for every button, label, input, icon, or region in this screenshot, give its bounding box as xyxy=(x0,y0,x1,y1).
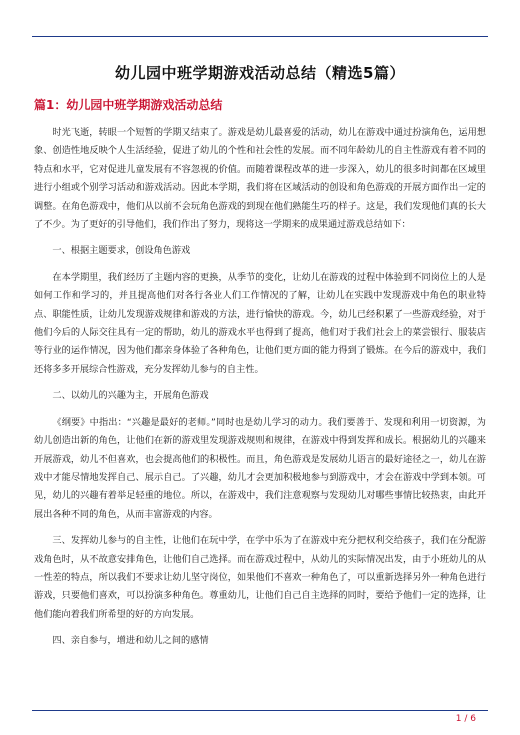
subheading-1: 一、根据主题要求，创设角色游戏 xyxy=(52,245,191,257)
subheading-2: 二、以幼儿的兴趣为主，开展角色游戏 xyxy=(52,390,209,402)
paragraph-intro: 时光飞逝，转眼一个短暂的学期又结束了。游戏是幼儿最喜爱的活动，幼儿在游戏中通过扮演角色，运用想象、创造性地反映个人生活经验，促进了幼儿的个性和社会性的发展。而不同年龄幼儿的自主性游戏有着不同的特点和水平，它对促进儿童发展有不容忽视的价值。而随着课程改革的进一步深入，幼儿的很多时间都在区域里进行小组或个别学习活动和游戏活动。因此本学期，我们将在区域活动的创设和角色游戏的开展方面作出一定的调整。在角色游戏中，他们从以前不会玩角色游戏的到现在他们熟能生巧的样子。这是，我们发现他们真的长大了不少。为了更好的引导他们，我们作出了努力，现将这一学期来的成果通过游戏总结如下： xyxy=(34,127,486,231)
document-body xyxy=(34,124,486,659)
bottom-divider xyxy=(32,710,488,711)
top-divider xyxy=(32,36,488,37)
page-indicator: 1 / 6 xyxy=(455,714,476,724)
subheading-4: 四、亲自参与，增进和幼儿之间的感情 xyxy=(52,635,209,647)
section-heading: 篇1：幼儿园中班学期游戏活动总结 xyxy=(34,98,223,112)
paragraph-2: 《纲要》中指出：“兴趣是最好的老师。”同时也是幼儿学习的动力。我们要善于、发现和利用一切资源，为幼儿创造出新的角色，让他们在新的游戏里发现游戏规则和规律，在游戏中得到发挥和成长。根据幼儿的兴趣来开展游戏，幼儿不但喜欢，也会提高他们的积极性。而且，角色游戏是发展幼儿语言的最好途径之一，幼儿在游戏中才能尽情地发挥自己、展示自己。了兴趣，幼儿才会更加积极地参与到游戏中，才会在游戏中学到本领。可见，幼儿的兴趣有着举足轻重的地位。所以，在游戏中，我们注意观察与发现幼儿对哪些事情比较热衷，由此开展出各种不同的角色，从而丰富游戏的内容。 xyxy=(34,416,486,520)
document-title: 幼儿园中班学期游戏活动总结（精选5篇） xyxy=(115,64,405,82)
paragraph-3: 三、发挥幼儿参与的自主性，让他们在玩中学，在学中乐为了在游戏中充分把权利交给孩子，我们在分配游戏角色时，从不故意安排角色，让他们自己选择。而在游戏过程中，从幼儿的实际情况出发，由于小班幼儿的从一性差的特点，所以我们不要求让幼儿坚守岗位，如果他们不喜欢一种角色了，可以重新选择另外一种角色进行游戏，只要他们喜欢，可以扮演多种角色。尊重幼儿，让他们自己自主选择的同时，要给予他们一定的选择，让他们能向着我们所希望的好的方向发展。 xyxy=(34,535,486,620)
paragraph-1: 在本学期里，我们经历了主题内容的更换，从季节的变化，让幼儿在游戏的过程中体验到不同岗位上的人是如何工作和学习的，并且提高他们对各行各业人们工作情况的了解，让幼儿在实践中发现游戏中角色的职业特点、职能性质，让幼儿发现游戏规律和游戏的方法，进行愉快的游戏。今，幼儿已经积累了一些游戏经验，对于他们今后的人际交往具有一定的帮助，幼儿的游戏水平也得到了提高，他们对于我们社会上的菜尝银行、服装店等行业的运作情况，因为他们都亲身体验了各种角色，让他们更方面的能力得到了锻炼。在今后的游戏中，我们还将多多开展综合性游戏，充分发挥幼儿参与的自主性。 xyxy=(34,271,486,375)
